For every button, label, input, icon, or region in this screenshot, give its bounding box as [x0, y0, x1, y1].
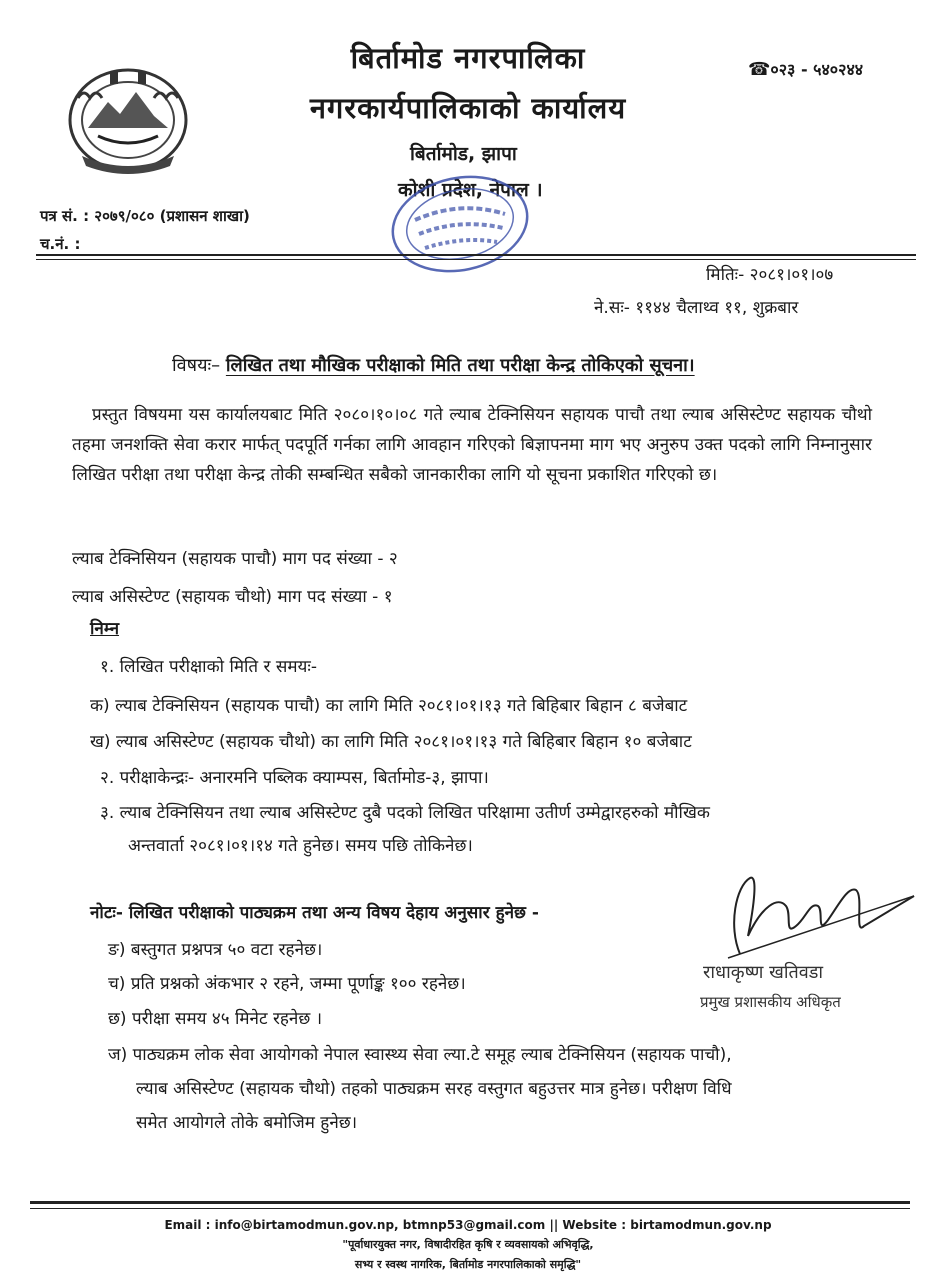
org-name: बिर्तामोड नगरपालिका [350, 41, 586, 75]
footer-slogan-2: सभ्य र स्वस्थ नागरिक, बिर्तामोड नगरपालिकाको समृद्धि" [354, 1258, 582, 1271]
phone-text: ०२३ - ५४०२४४ [770, 60, 864, 79]
date-bs: मितिः- २०८१।०१।०७ [706, 265, 834, 285]
post-2: ल्याब असिस्टेण्ट (सहायक चौथो) माग पद संख्या - १ [72, 587, 393, 607]
office-stamp [385, 170, 535, 278]
phone-number [748, 58, 863, 80]
post-1: ल्याब टेक्निसियन (सहायक पाचौ) माग पद संख्या - २ [72, 549, 398, 569]
telephone-icon: ☎ [748, 59, 771, 80]
item-1-ka: क) ल्याब टेक्निसियन (सहायक पाचौ) का लागि मिति २०८१।०१।१३ गते बिहिबार बिहान ८ बजेबाट [90, 696, 688, 716]
note-ja-line-2: ल्याब असिस्टेण्ट (सहायक चौथो) तहको पाठ्यक्रम सरह वस्तुगत बहुउत्तर मात्र हुनेछ। परीक्षण विधि [136, 1079, 732, 1099]
body-paragraph: प्रस्तुत विषयमा यस कार्यालयबाट मिति २०८०।१०।०८ गते ल्याब टेक्निसियन सहायक पाचौ तथा ल्याब असिस्टेण्ट सहायक चौथो तहमा जनशक्ति सेवा करार मार्फत् पदपूर्ति गर्नका लागि आवहान गरिएको बिज्ञापनमा माग भए अनुरुप उक्त पदको लागि निम्नानुसार लिखित परीक्षा तथा परीक्षा केन्द्र तोकी सम्बन्धित सबैको जानकारीका लागि यो सूचना प्रकाशित गरिएको छ। [72, 405, 872, 485]
header-divider-top [36, 254, 916, 256]
item-2: २. परीक्षाकेन्द्रः- अनारमनि पब्लिक क्याम्पस, बिर्तामोड-३, झापा। [100, 768, 489, 788]
item-3-line-2: अन्तवार्ता २०८१।०१।१४ गते हुनेछ। समय पछि तोकिनेछ। [128, 836, 473, 856]
note-heading: नोटः- लिखित परीक्षाको पाठ्यक्रम तथा अन्य विषय देहाय अनुसार हुनेछ - [90, 903, 539, 923]
note-ja-line-1: ज) पाठ्यक्रम लोक सेवा आयोगको नेपाल स्वास्थ्य सेवा ल्या.टे समूह ल्याब टेक्निसियन (सहायक पाचौ), [108, 1045, 732, 1065]
address-line-1: बिर्तामोड, झापा [410, 143, 517, 165]
office-name: नगरकार्यपालिकाको कार्यालय [309, 91, 627, 125]
signatory-name: राधाकृष्ण खतिवडा [703, 962, 824, 983]
subject-text: लिखित तथा मौखिक परीक्षाको मिति तथा परीक्षा केन्द्र तोकिएको सूचना। [225, 355, 695, 376]
note-nga: ङ) बस्तुगत प्रश्नपत्र ५० वटा रहनेछ। [108, 940, 323, 960]
header-divider-bottom [36, 259, 916, 260]
signatory-title: प्रमुख प्रशासकीय अधिकृत [700, 993, 841, 1011]
address-line-2: कोशी प्रदेश, नेपाल । [398, 179, 543, 201]
footer-slogan-1: "पूर्वाधारयुक्त नगर, विषादीरहित कृषि र व्यवसायको अभिवृद्धि, [342, 1238, 594, 1251]
letter-number: पत्र सं. : २०७९/०८० (प्रशासन शाखा) [40, 207, 250, 225]
note-chha: छ) परीक्षा समय ४५ मिनेट रहनेछ । [108, 1009, 323, 1029]
item-3-line-1: ३. ल्याब टेक्निसियन तथा ल्याब असिस्टेण्ट दुबै पदको लिखित परिक्षामा उतीर्ण उम्मेद्वारहरुको मौखिक [100, 803, 710, 823]
subject-line [172, 353, 695, 377]
handwritten-signature [688, 866, 918, 962]
footer-divider-top [30, 1201, 910, 1204]
item-1: १. लिखित परीक्षाको मिति र समयः- [100, 657, 317, 677]
footer-contact: Email : info@birtamodmun.gov.np, btmnp53@gmail.com || Website : birtamodmun.gov.np [164, 1218, 772, 1232]
date-ns: ने.सः- ११४४ चैलाथ्व ११, शुक्रबार [594, 298, 799, 318]
item-1-kha: ख) ल्याब असिस्टेण्ट (सहायक चौथो) का लागि मिति २०८१।०१।१३ गते बिहिबार बिहान १० बजेबाट [90, 732, 692, 752]
note-ja-line-3: समेत आयोगले तोके बमोजिम हुनेछ। [136, 1113, 358, 1133]
footer-divider-bottom [30, 1208, 910, 1209]
note-cha: च) प्रति प्रश्नको अंकभार २ रहने, जम्मा पूर्णाङ्क १०० रहनेछ। [108, 974, 466, 994]
dispatch-number: च.नं. : [40, 235, 81, 253]
nimna-heading: निम्न [90, 619, 120, 639]
subject-label: विषयः– [172, 355, 221, 376]
